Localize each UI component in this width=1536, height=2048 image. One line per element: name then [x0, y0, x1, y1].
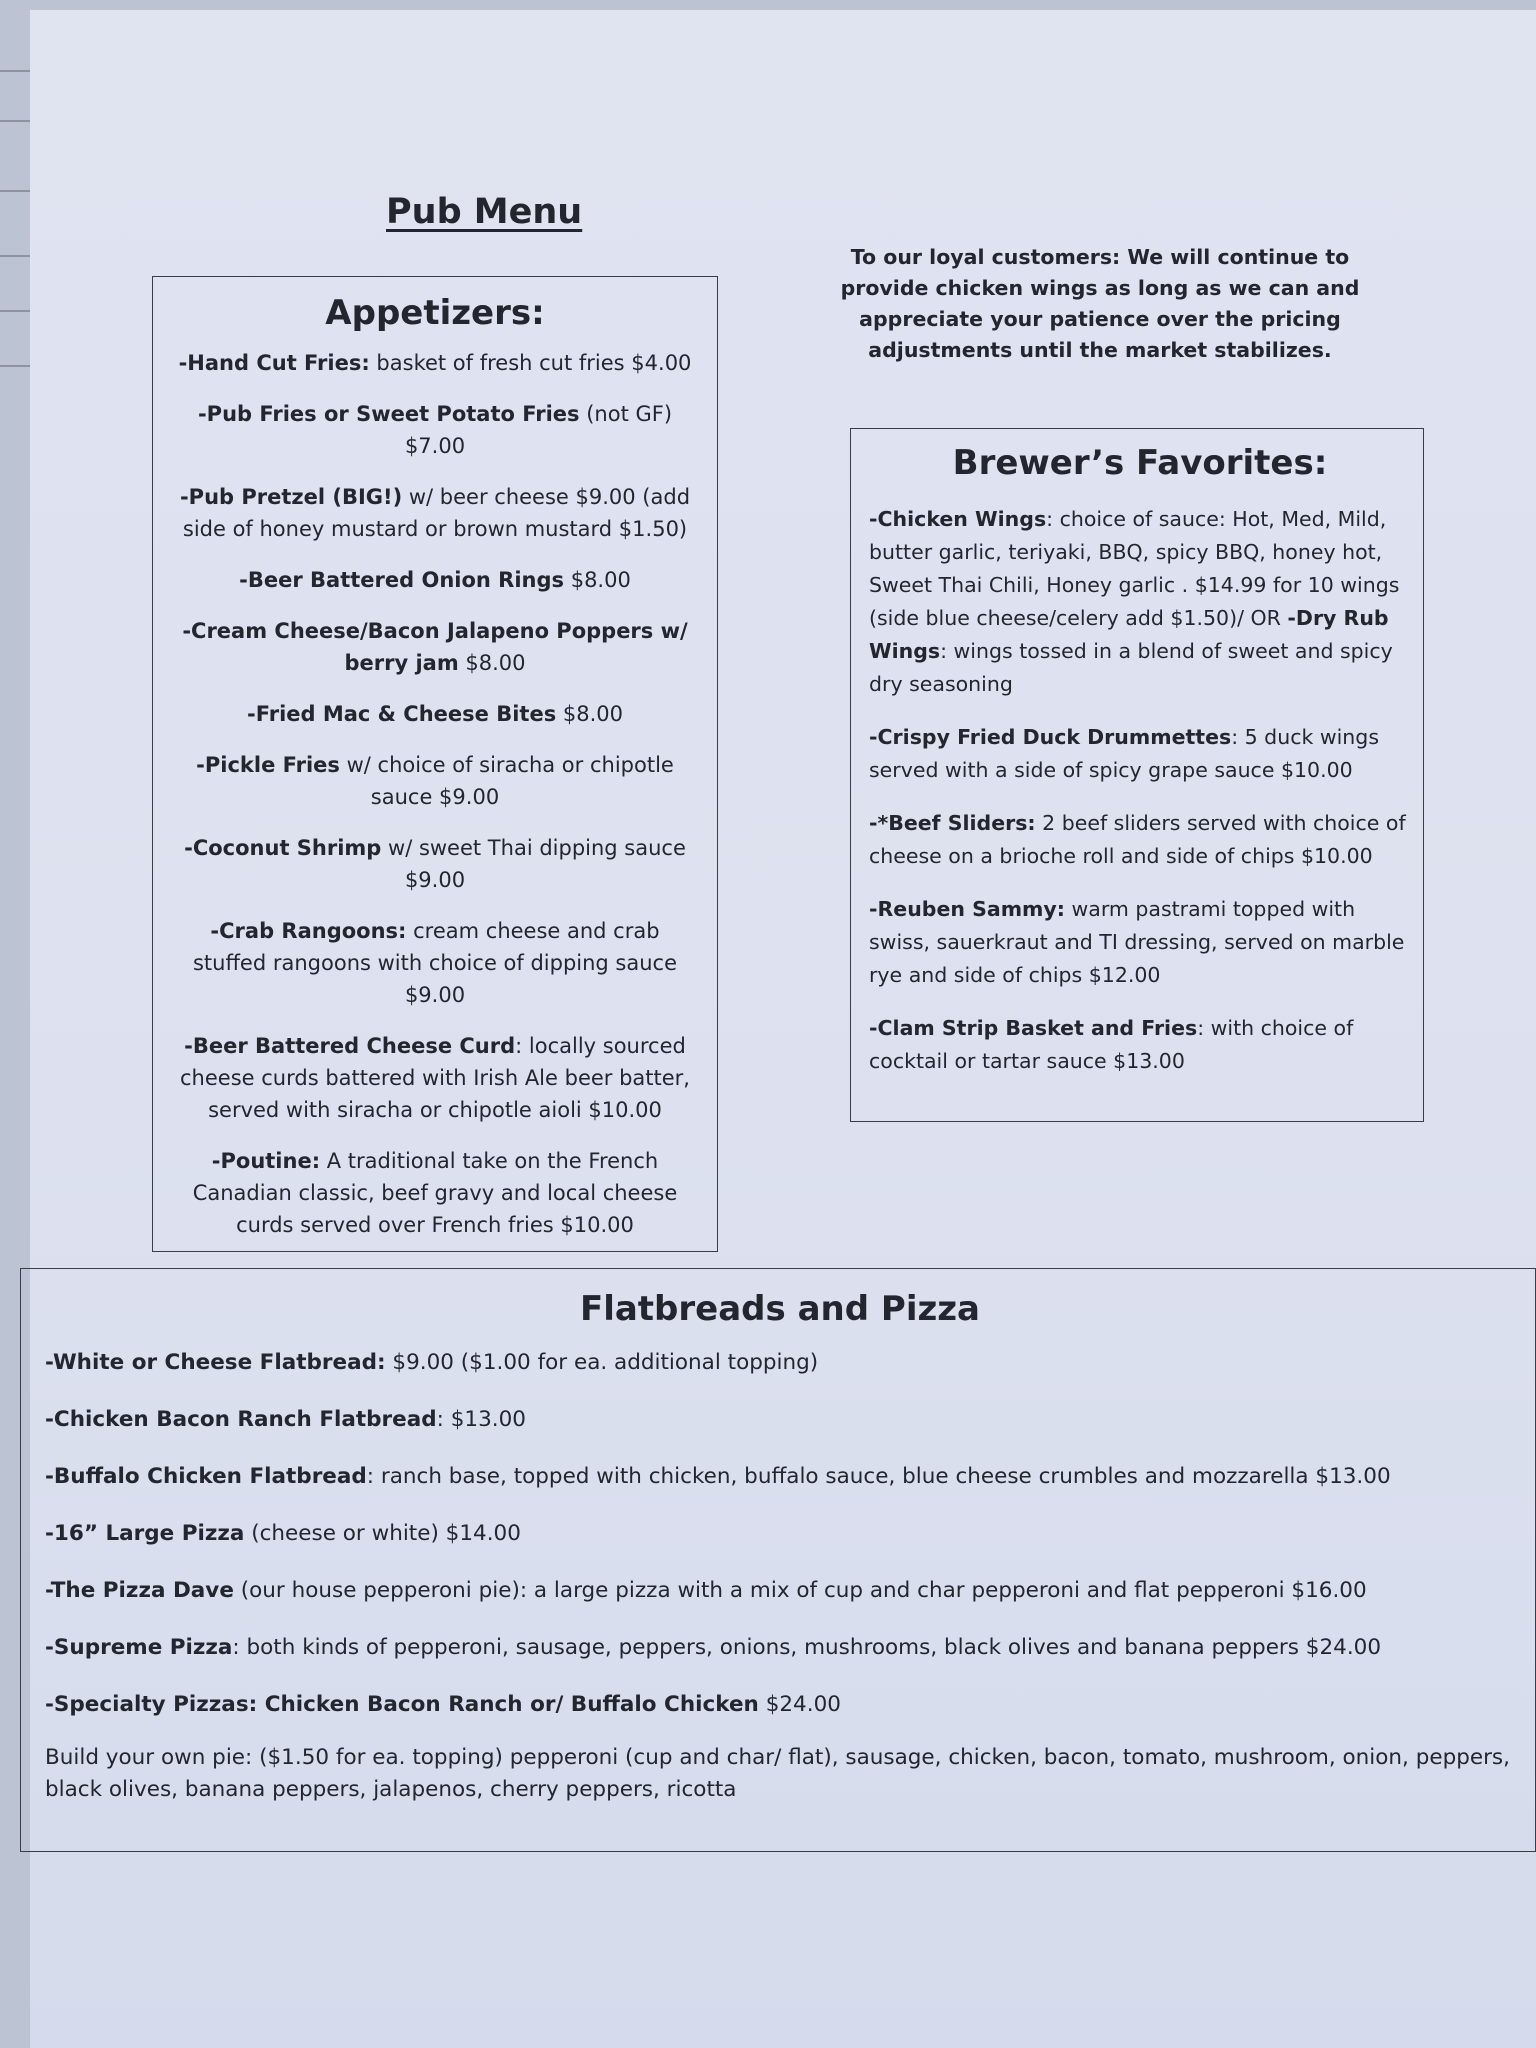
menu-item: -The Pizza Dave (our house pepperoni pie): a large pizza with a mix of cup and char pepperoni and flat pepperoni $16.00: [45, 1578, 1367, 1603]
menu-item: -Crispy Fried Duck Drummettes: 5 duck wings served with a side of spicy grape sauce $10.00: [869, 725, 1379, 782]
menu-item-chicken-wings: -Chicken Wings: choice of sauce: Hot, Med, Mild, butter garlic, teriyaki, BBQ, spicy BBQ, honey hot, Sweet Thai Chili, Honey garlic . $14.99 for 10 wings (side blue cheese/celery add $1.50)/ OR -Dry Rub Wings: wings tossed in a blend of sweet and spicy dry seasoning: [869, 507, 1400, 696]
binder-line: [0, 255, 30, 257]
menu-item: -Poutine: A traditional take on the French Canadian classic, beef gravy and local cheese curds served over French fries $10.00: [192, 1149, 678, 1237]
build-your-own-note: Build your own pie: ($1.50 for ea. topping) pepperoni (cup and char/ flat), sausage, chicken, bacon, tomato, mushroom, onion, peppers, black olives, banana peppers, jalapenos, cherry peppers, ricotta: [45, 1745, 1510, 1802]
menu-item: -Specialty Pizzas: Chicken Bacon Ranch or/ Buffalo Chicken $24.00: [45, 1692, 841, 1717]
binder-line: [0, 70, 30, 72]
menu-item: -Reuben Sammy: warm pastrami topped with swiss, sauerkraut and TI dressing, served on marble rye and side of chips $12.00: [869, 897, 1405, 987]
menu-item: -Buffalo Chicken Flatbread: ranch base, topped with chicken, buffalo sauce, blue cheese crumbles and mozzarella $13.00: [45, 1464, 1391, 1489]
menu-item: -Clam Strip Basket and Fries: with choice of cocktail or tartar sauce $13.00: [869, 1016, 1354, 1073]
appetizers-section: [152, 276, 718, 1252]
menu-item: -Pub Pretzel (BIG!) w/ beer cheese $9.00 (add side of honey mustard or brown mustard $1.50): [179, 485, 691, 541]
menu-item: -White or Cheese Flatbread: $9.00 ($1.00 for ea. additional topping): [45, 1350, 819, 1375]
menu-item: -Crab Rangoons: cream cheese and crab stuffed rangoons with choice of dipping sauce $9.00: [192, 919, 678, 1007]
menu-item: -*Beef Sliders: 2 beef sliders served with choice of cheese on a brioche roll and side of chips $10.00: [869, 811, 1406, 868]
menu-item: -Pickle Fries w/ choice of siracha or chipotle sauce $9.00: [196, 753, 674, 809]
binder-line: [0, 310, 30, 312]
customer-notice: To our loyal customers: We will continue to provide chicken wings as long as we can and appreciate your patience over the pricing adjustments until the market stabilizes.: [840, 245, 1360, 362]
flatbreads-heading: Flatbreads and Pizza: [579, 1289, 980, 1329]
page-title: Pub Menu: [386, 192, 583, 232]
appetizers-heading: Appetizers:: [325, 293, 545, 333]
menu-item: -Chicken Bacon Ranch Flatbread: $13.00: [45, 1407, 526, 1432]
menu-item: -Cream Cheese/Bacon Jalapeno Poppers w/ berry jam $8.00: [182, 619, 688, 675]
brewers-favorites-section: [850, 428, 1424, 1122]
menu-item: -Supreme Pizza: both kinds of pepperoni, sausage, peppers, onions, mushrooms, black olives and banana peppers $24.00: [45, 1635, 1382, 1660]
menu-item: -Fried Mac & Cheese Bites $8.00: [247, 702, 623, 726]
menu-item: -Hand Cut Fries: basket of fresh cut fries $4.00: [178, 351, 692, 375]
binder-line: [0, 120, 30, 122]
menu-item: -16” Large Pizza (cheese or white) $14.00: [45, 1521, 521, 1546]
binder-line: [0, 365, 30, 367]
menu-item: -Coconut Shrimp w/ sweet Thai dipping sauce $9.00: [184, 836, 686, 892]
brewers-heading: Brewer’s Favorites:: [952, 443, 1328, 483]
menu-item: -Beer Battered Cheese Curd: locally sourced cheese curds battered with Irish Ale beer batter, served with siracha or chipotle aioli $10.00: [180, 1034, 690, 1122]
flatbreads-pizza-section: [20, 1268, 1536, 1852]
menu-item: -Beer Battered Onion Rings $8.00: [239, 568, 631, 592]
menu-item: -Pub Fries or Sweet Potato Fries (not GF) $7.00: [197, 402, 673, 458]
binder-line: [0, 190, 30, 192]
